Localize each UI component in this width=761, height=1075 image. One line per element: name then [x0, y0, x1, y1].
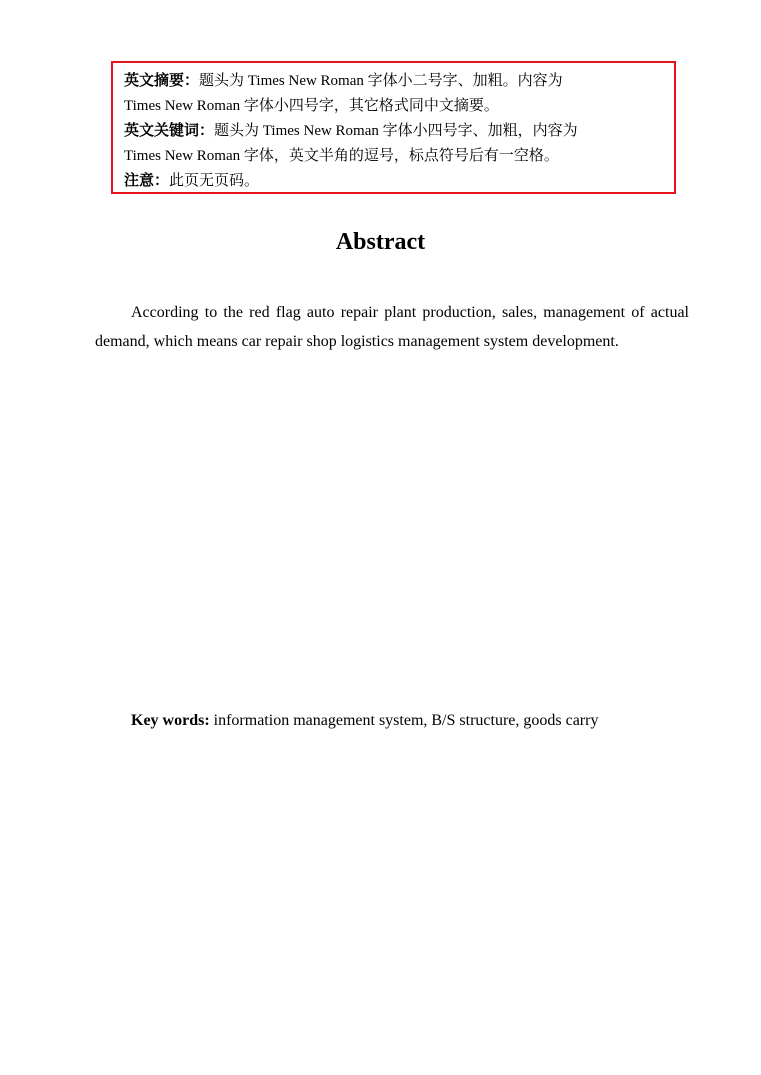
instruction-box: [111, 61, 676, 194]
instruction-line-english-abstract-cont: [124, 94, 663, 119]
instruction-label: 注意：: [124, 173, 170, 189]
instruction-text: Times New Roman 字体，英文半角的逗号，标点符号后有一空格。: [124, 148, 559, 164]
keywords-line: [131, 706, 598, 735]
instruction-text: Times New Roman 字体小四号字，其它格式同中文摘要。: [124, 98, 499, 114]
abstract-title: Abstract: [335, 229, 426, 255]
instruction-line-english-keywords: [124, 119, 663, 144]
instruction-text: 题头为 Times New Roman 字体小四号字、加粗，内容为: [214, 123, 578, 139]
instruction-label: 英文关键词：: [124, 123, 215, 139]
instruction-text: 此页无页码。: [169, 173, 260, 189]
instruction-text: 题头为 Times New Roman 字体小二号字、加粗。内容为: [199, 73, 563, 89]
instruction-line-note: [124, 169, 663, 194]
instruction-line-english-keywords-cont: [124, 144, 663, 169]
instruction-line-english-abstract: [124, 69, 663, 94]
abstract-body: According to the red flag auto repair plant production, sales, management of actual demand, which means car repair shop logistics management system development.: [95, 304, 689, 350]
keywords-label: Key words:: [131, 712, 210, 729]
instruction-label: 英文摘要：: [124, 73, 200, 89]
keywords-text: information management system, B/S structure, goods carry: [209, 712, 599, 729]
